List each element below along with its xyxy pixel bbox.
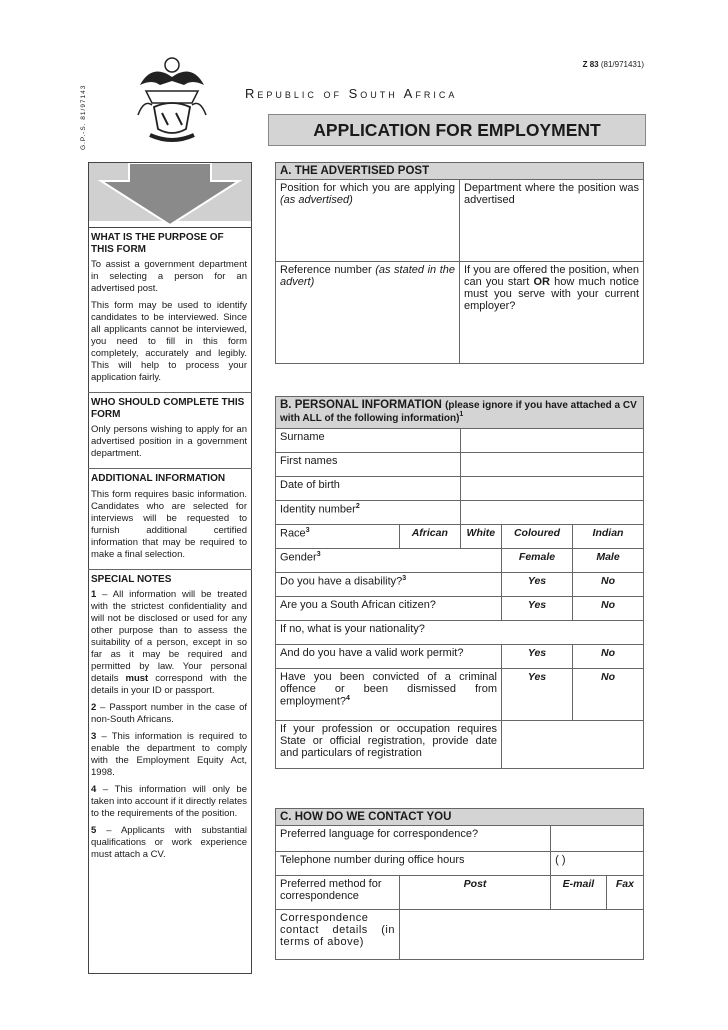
note-1: 1 – All information will be treated with the strictest confidentiality and will not be disclosed or used for any other purpose than to assess the suitability of a person, except in so far as it may be required and permitted by law. Your personal details must correspond with the details in your ID or passport.: [91, 589, 247, 696]
method-option-fax[interactable]: Fax: [606, 876, 643, 910]
id-input[interactable]: [460, 501, 643, 525]
page-title: APPLICATION FOR EMPLOYMENT: [268, 114, 646, 146]
purpose-text-1: To assist a government department in selecting a person for an advertised post.: [91, 259, 247, 294]
note-5: 5 – Applicants with substantial qualifications or work experience must attach a CV.: [91, 825, 247, 860]
first-names-input[interactable]: [460, 453, 643, 477]
reference-number-field[interactable]: Reference number (as stated in the advert): [276, 262, 460, 364]
gender-label: Gender$^3$: [276, 549, 502, 573]
note-4: 4 – This information will only be taken into account if it directly relates to the requirements of the position.: [91, 784, 247, 819]
nationality-field[interactable]: If no, what is your nationality?: [276, 621, 644, 645]
language-label: Preferred language for correspondence?: [276, 826, 551, 852]
disability-label: Do you have a disability?$^3$: [276, 573, 502, 597]
coat-of-arms-emblem: [132, 55, 212, 147]
id-label: Identity number$^2$: [276, 501, 461, 525]
first-names-label: First names: [276, 453, 461, 477]
race-label: Race$^3$: [276, 525, 400, 549]
sidebar-info: [88, 162, 252, 974]
criminal-label: Have you been convicted of a criminal offence or been dismissed from employment?$^4$: [276, 669, 502, 721]
disability-no[interactable]: No: [573, 573, 644, 597]
profession-label: If your profession or occupation requires State or official registration, provide date and particulars of registration: [276, 721, 502, 769]
down-arrow-icon: [89, 163, 251, 227]
permit-no[interactable]: No: [573, 645, 644, 669]
purpose-text-2: This form may be used to identify candidates to be interviewed. Since all applicants cannot be interviewed, you need to fill in this form completely, accurately and legibly. This will help to process your application fairly.: [91, 300, 247, 383]
department-field[interactable]: Department where the position was advertised: [460, 180, 644, 262]
who-section: [89, 393, 251, 468]
disability-yes[interactable]: Yes: [502, 573, 573, 597]
gps-code: G.P.-S. 81/97143: [80, 84, 87, 150]
who-text: Only persons wishing to apply for an advertised position in a government department.: [91, 424, 247, 459]
notes-heading: SPECIAL NOTES: [91, 573, 172, 585]
method-option-post[interactable]: Post: [400, 876, 551, 910]
purpose-section: [89, 228, 251, 392]
additional-text: This form requires basic information. Candidates who are selected for interviews will be requested to furnish additional certified information that may be required to make a final selection.: [91, 488, 247, 560]
note-2: 2 – Passport number in the case of non-South Africans.: [91, 702, 247, 725]
section-advertised-post: [275, 162, 644, 364]
who-heading: WHO SHOULD COMPLETE THIS FORM: [91, 397, 245, 420]
form-number: Z 83 (81/971431): [582, 60, 644, 69]
permit-yes[interactable]: Yes: [502, 645, 573, 669]
position-field[interactable]: Position for which you are applying (as advertised): [276, 180, 460, 262]
citizen-yes[interactable]: Yes: [502, 597, 573, 621]
method-label: Preferred method for correspondence: [276, 876, 400, 910]
section-a-heading: A. THE ADVERTISED POST: [276, 163, 644, 180]
section-b-heading: B. PERSONAL INFORMATION (please ignore if you have attached a CV with ALL of the following information)$^1$: [276, 397, 644, 429]
purpose-heading: WHAT IS THE PURPOSE OF THIS FORM: [91, 232, 224, 255]
citizen-no[interactable]: No: [573, 597, 644, 621]
section-c-heading: C. HOW DO WE CONTACT YOU: [276, 809, 644, 826]
gender-option-female[interactable]: Female: [502, 549, 573, 573]
race-option-coloured[interactable]: Coloured: [502, 525, 573, 549]
profession-input[interactable]: [502, 721, 644, 769]
criminal-yes[interactable]: Yes: [502, 669, 573, 721]
republic-heading: Republic of South Africa: [245, 86, 458, 101]
method-option-email[interactable]: E-mail: [551, 876, 607, 910]
race-option-white[interactable]: White: [460, 525, 501, 549]
dob-input[interactable]: [460, 477, 643, 501]
gender-option-male[interactable]: Male: [573, 549, 644, 573]
section-contact: [275, 808, 644, 960]
surname-label: Surname: [276, 429, 461, 453]
additional-heading: ADDITIONAL INFORMATION: [91, 473, 226, 484]
permit-label: And do you have a valid work permit?: [276, 645, 502, 669]
details-label: Correspondence contact details (in terms of above): [276, 910, 400, 960]
language-input[interactable]: [551, 826, 644, 852]
notes-section: [89, 570, 251, 870]
citizen-label: Are you a South African citizen?: [276, 597, 502, 621]
section-personal-information: [275, 396, 644, 769]
note-3: 3 – This information is required to enable the department to comply with the Employment Equity Act, 1998.: [91, 731, 247, 778]
criminal-no[interactable]: No: [573, 669, 644, 721]
race-option-indian[interactable]: Indian: [573, 525, 644, 549]
telephone-label: Telephone number during office hours: [276, 852, 551, 876]
dob-label: Date of birth: [276, 477, 461, 501]
details-input[interactable]: [400, 910, 644, 960]
notice-period-field[interactable]: If you are offered the position, when can you start OR how much notice must you serve with your current employer?: [460, 262, 644, 364]
surname-input[interactable]: [460, 429, 643, 453]
telephone-input[interactable]: ( ): [551, 852, 644, 876]
additional-section: [89, 469, 251, 569]
race-option-african[interactable]: African: [400, 525, 461, 549]
